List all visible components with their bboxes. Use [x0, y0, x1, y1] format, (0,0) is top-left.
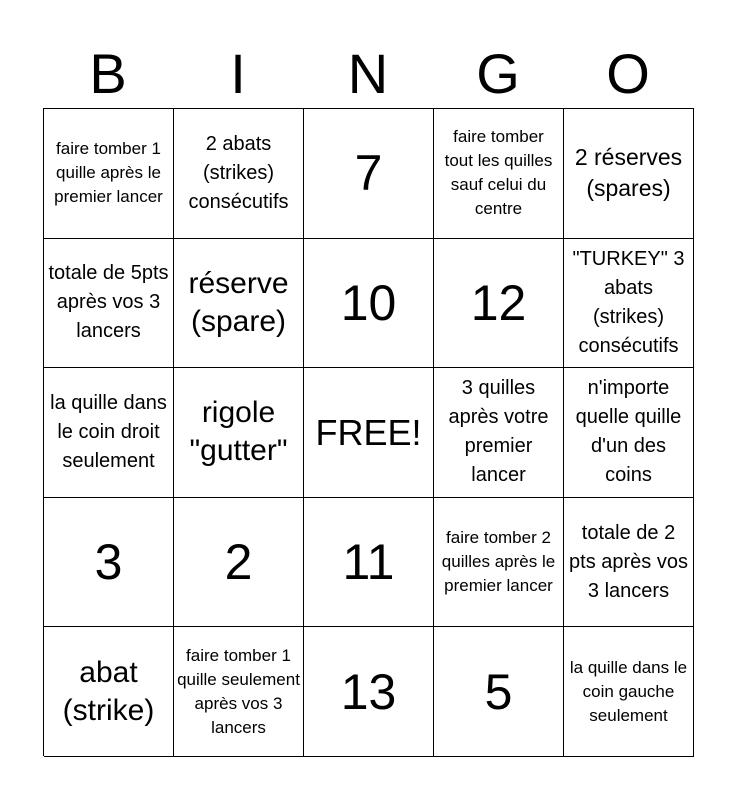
bingo-cell-i3[interactable]: rigole "gutter" — [174, 368, 304, 498]
bingo-cell-i1[interactable]: 2 abats (strikes) consécutifs — [174, 109, 304, 239]
bingo-cell-g1[interactable]: faire tomber tout les quilles sauf celui du centre — [434, 109, 564, 239]
bingo-cell-b5[interactable]: abat (strike) — [44, 627, 174, 757]
bingo-cell-n1[interactable]: 7 — [304, 109, 434, 239]
bingo-cell-o4[interactable]: totale de 2 pts après vos 3 lancers — [564, 498, 694, 628]
bingo-cell-g2[interactable]: 12 — [434, 239, 564, 369]
bingo-cell-i4[interactable]: 2 — [174, 498, 304, 628]
header-letter-g: G — [476, 42, 520, 105]
header-letter-n: N — [347, 42, 389, 105]
bingo-cell-n5[interactable]: 13 — [304, 627, 434, 757]
bingo-cell-b3[interactable]: la quille dans le coin droit seulement — [44, 368, 174, 498]
bingo-cell-g3[interactable]: 3 quilles après votre premier lancer — [434, 368, 564, 498]
header-letter-o: O — [606, 42, 650, 105]
bingo-cell-g5[interactable]: 5 — [434, 627, 564, 757]
bingo-cell-o3[interactable]: n'importe quelle quille d'un des coins — [564, 368, 694, 498]
bingo-cell-o2[interactable]: "TURKEY" 3 abats (strikes) consécutifs — [564, 239, 694, 369]
bingo-cell-o1[interactable]: 2 réserves (spares) — [564, 109, 694, 239]
bingo-board — [43, 108, 694, 756]
bingo-cell-o5[interactable]: la quille dans le coin gauche seulement — [564, 627, 694, 757]
bingo-cell-free[interactable]: FREE! — [304, 368, 434, 498]
header-letter-i: I — [230, 42, 246, 105]
bingo-header — [43, 40, 693, 108]
bingo-cell-b2[interactable]: totale de 5pts après vos 3 lancers — [44, 239, 174, 369]
bingo-cell-b4[interactable]: 3 — [44, 498, 174, 628]
header-letter-b: B — [89, 42, 127, 105]
bingo-cell-n4[interactable]: 11 — [304, 498, 434, 628]
bingo-cell-i5[interactable]: faire tomber 1 quille seulement après vos 3 lancers — [174, 627, 304, 757]
bingo-cell-b1[interactable]: faire tomber 1 quille après le premier lancer — [44, 109, 174, 239]
bingo-cell-n2[interactable]: 10 — [304, 239, 434, 369]
bingo-cell-g4[interactable]: faire tomber 2 quilles après le premier lancer — [434, 498, 564, 628]
bingo-cell-i2[interactable]: réserve (spare) — [174, 239, 304, 369]
